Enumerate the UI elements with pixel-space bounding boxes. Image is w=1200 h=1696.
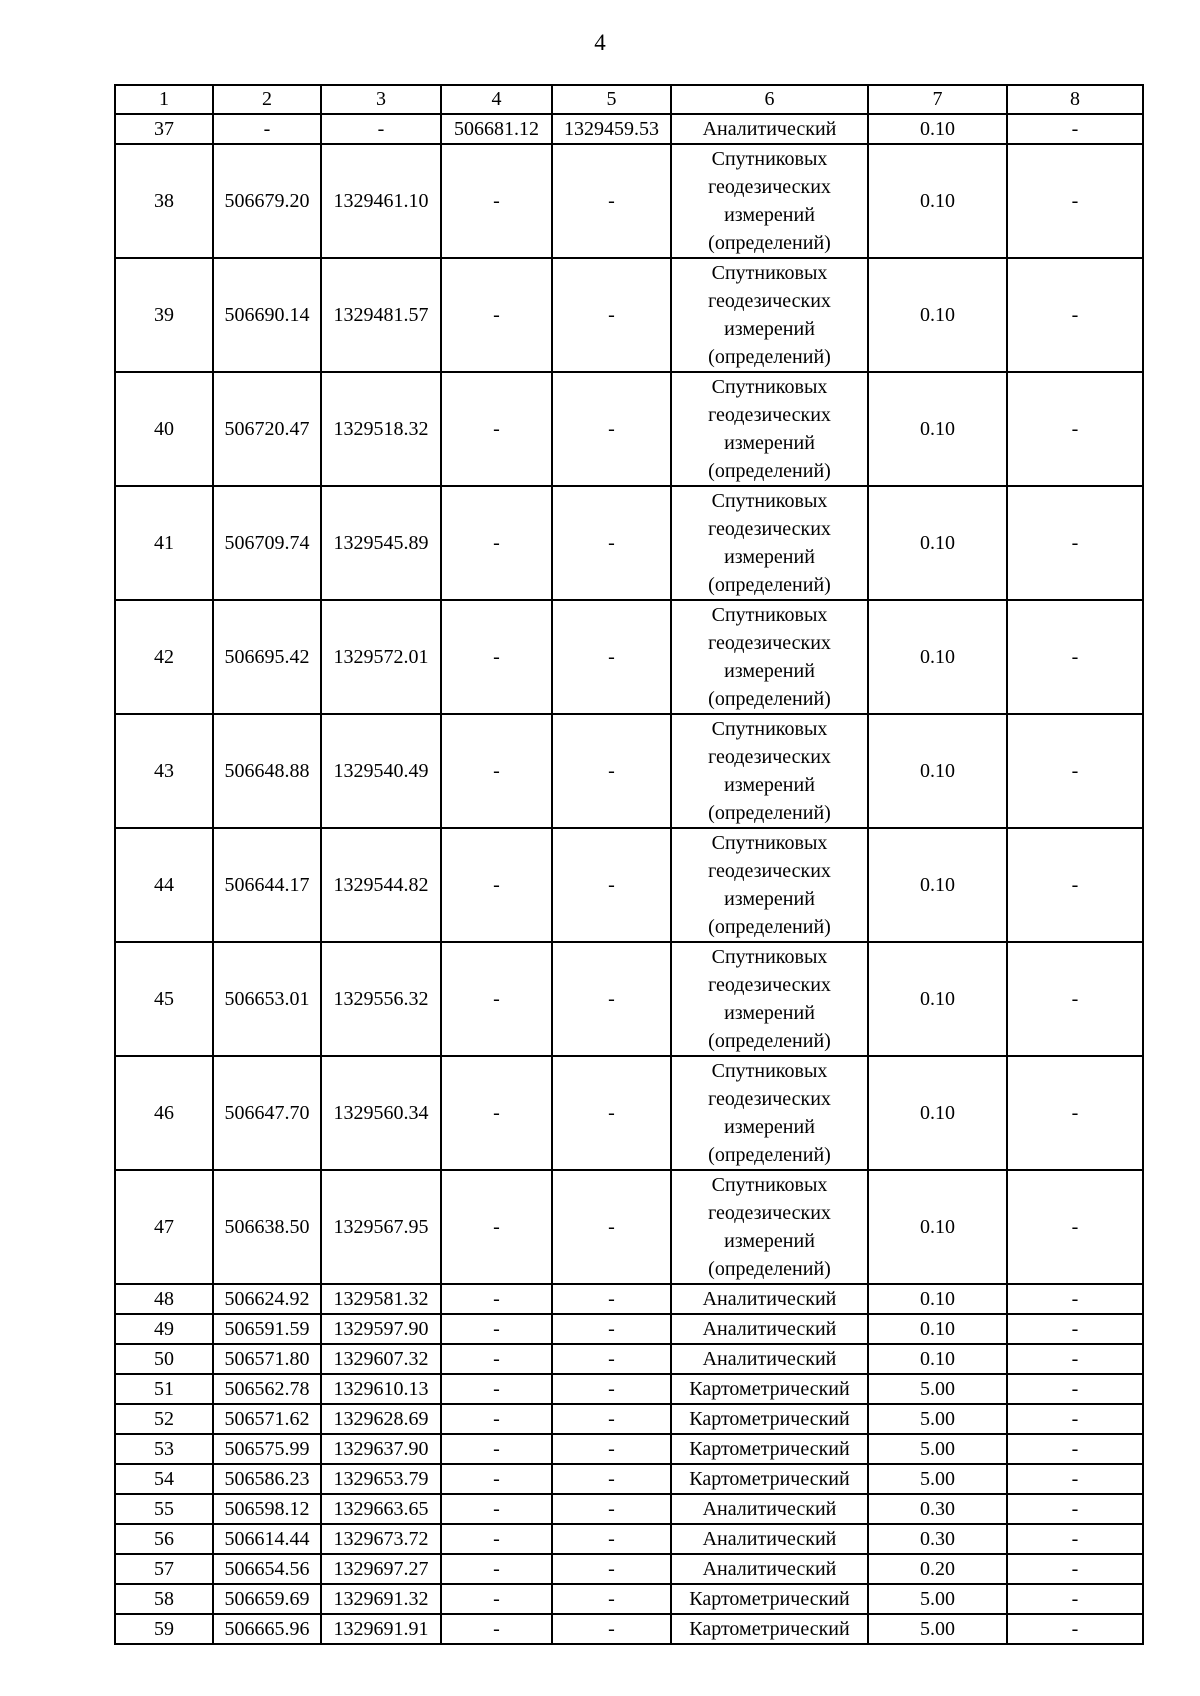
- accuracy-cell: 0.10: [868, 258, 1007, 372]
- y-coordinate-cell: 1329518.32: [321, 372, 441, 486]
- table-row: [115, 942, 1143, 1056]
- method-cell: Спутниковых геодезических измерений (определений): [671, 714, 868, 828]
- y-old-cell: -: [552, 1056, 671, 1170]
- x-old-cell: -: [441, 600, 552, 714]
- x-coordinate-cell: 506659.69: [213, 1584, 321, 1614]
- table-row: [115, 486, 1143, 600]
- point-number-cell: 56: [115, 1524, 213, 1554]
- note-cell: -: [1007, 1494, 1143, 1524]
- x-coordinate-cell: 506653.01: [213, 942, 321, 1056]
- point-number-cell: 53: [115, 1434, 213, 1464]
- table-row: [115, 372, 1143, 486]
- table-row: [115, 1344, 1143, 1374]
- x-coordinate-cell: 506575.99: [213, 1434, 321, 1464]
- method-cell: Спутниковых геодезических измерений (определений): [671, 258, 868, 372]
- y-coordinate-cell: 1329691.91: [321, 1614, 441, 1644]
- method-cell: Аналитический: [671, 114, 868, 144]
- x-old-cell: -: [441, 1374, 552, 1404]
- point-number-cell: 55: [115, 1494, 213, 1524]
- point-number-cell: 47: [115, 1170, 213, 1284]
- y-coordinate-cell: 1329581.32: [321, 1284, 441, 1314]
- column-header: 5: [552, 85, 671, 114]
- x-old-cell: -: [441, 1314, 552, 1344]
- y-old-cell: -: [552, 1404, 671, 1434]
- x-old-cell: -: [441, 1494, 552, 1524]
- x-coordinate-cell: 506720.47: [213, 372, 321, 486]
- x-coordinate-cell: 506644.17: [213, 828, 321, 942]
- x-coordinate-cell: -: [213, 114, 321, 144]
- point-number-cell: 39: [115, 258, 213, 372]
- table-row: [115, 1614, 1143, 1644]
- point-number-cell: 57: [115, 1554, 213, 1584]
- y-coordinate-cell: 1329637.90: [321, 1434, 441, 1464]
- x-old-cell: -: [441, 372, 552, 486]
- point-number-cell: 51: [115, 1374, 213, 1404]
- y-old-cell: -: [552, 1314, 671, 1344]
- table-row: [115, 1524, 1143, 1554]
- accuracy-cell: 0.10: [868, 486, 1007, 600]
- note-cell: -: [1007, 1584, 1143, 1614]
- y-old-cell: -: [552, 1344, 671, 1374]
- table-row: [115, 114, 1143, 144]
- x-coordinate-cell: 506665.96: [213, 1614, 321, 1644]
- y-coordinate-cell: -: [321, 114, 441, 144]
- x-coordinate-cell: 506690.14: [213, 258, 321, 372]
- point-number-cell: 42: [115, 600, 213, 714]
- x-old-cell: -: [441, 1404, 552, 1434]
- note-cell: -: [1007, 1284, 1143, 1314]
- y-old-cell: -: [552, 144, 671, 258]
- accuracy-cell: 5.00: [868, 1404, 1007, 1434]
- note-cell: -: [1007, 1344, 1143, 1374]
- table-row: [115, 828, 1143, 942]
- accuracy-cell: 0.10: [868, 1314, 1007, 1344]
- accuracy-cell: 5.00: [868, 1614, 1007, 1644]
- table-row: [115, 1056, 1143, 1170]
- y-coordinate-cell: 1329610.13: [321, 1374, 441, 1404]
- y-coordinate-cell: 1329628.69: [321, 1404, 441, 1434]
- x-coordinate-cell: 506638.50: [213, 1170, 321, 1284]
- y-old-cell: -: [552, 258, 671, 372]
- x-old-cell: -: [441, 1524, 552, 1554]
- y-old-cell: -: [552, 828, 671, 942]
- point-number-cell: 48: [115, 1284, 213, 1314]
- point-number-cell: 50: [115, 1344, 213, 1374]
- method-cell: Аналитический: [671, 1554, 868, 1584]
- accuracy-cell: 0.10: [868, 1170, 1007, 1284]
- note-cell: -: [1007, 486, 1143, 600]
- x-old-cell: -: [441, 258, 552, 372]
- method-cell: Картометрический: [671, 1374, 868, 1404]
- method-cell: Спутниковых геодезических измерений (определений): [671, 144, 868, 258]
- y-coordinate-cell: 1329461.10: [321, 144, 441, 258]
- table-row: [115, 1584, 1143, 1614]
- accuracy-cell: 0.10: [868, 114, 1007, 144]
- table-row: [115, 714, 1143, 828]
- point-number-cell: 59: [115, 1614, 213, 1644]
- table-row: [115, 1170, 1143, 1284]
- x-old-cell: -: [441, 1284, 552, 1314]
- table-row: [115, 144, 1143, 258]
- method-cell: Аналитический: [671, 1284, 868, 1314]
- point-number-cell: 54: [115, 1464, 213, 1494]
- table-row: [115, 1494, 1143, 1524]
- table-row: [115, 1284, 1143, 1314]
- x-coordinate-cell: 506648.88: [213, 714, 321, 828]
- x-coordinate-cell: 506598.12: [213, 1494, 321, 1524]
- y-old-cell: -: [552, 1434, 671, 1464]
- y-coordinate-cell: 1329545.89: [321, 486, 441, 600]
- y-old-cell: -: [552, 1554, 671, 1584]
- column-header: 2: [213, 85, 321, 114]
- point-number-cell: 41: [115, 486, 213, 600]
- method-cell: Спутниковых геодезических измерений (определений): [671, 828, 868, 942]
- x-coordinate-cell: 506614.44: [213, 1524, 321, 1554]
- accuracy-cell: 0.10: [868, 144, 1007, 258]
- x-coordinate-cell: 506624.92: [213, 1284, 321, 1314]
- y-coordinate-cell: 1329607.32: [321, 1344, 441, 1374]
- accuracy-cell: 0.10: [868, 714, 1007, 828]
- x-old-cell: -: [441, 1056, 552, 1170]
- x-coordinate-cell: 506562.78: [213, 1374, 321, 1404]
- point-number-cell: 45: [115, 942, 213, 1056]
- y-old-cell: -: [552, 1524, 671, 1554]
- column-header: 1: [115, 85, 213, 114]
- x-coordinate-cell: 506571.80: [213, 1344, 321, 1374]
- method-cell: Картометрический: [671, 1434, 868, 1464]
- note-cell: -: [1007, 1464, 1143, 1494]
- x-old-cell: -: [441, 828, 552, 942]
- column-header: 6: [671, 85, 868, 114]
- table-row: [115, 1464, 1143, 1494]
- accuracy-cell: 5.00: [868, 1434, 1007, 1464]
- accuracy-cell: 0.10: [868, 1056, 1007, 1170]
- x-old-cell: -: [441, 714, 552, 828]
- y-old-cell: -: [552, 1584, 671, 1614]
- note-cell: -: [1007, 1524, 1143, 1554]
- accuracy-cell: 0.10: [868, 1344, 1007, 1374]
- y-old-cell: -: [552, 1614, 671, 1644]
- x-old-cell: 506681.12: [441, 114, 552, 144]
- y-coordinate-cell: 1329481.57: [321, 258, 441, 372]
- method-cell: Картометрический: [671, 1584, 868, 1614]
- y-coordinate-cell: 1329544.82: [321, 828, 441, 942]
- table-row: [115, 1314, 1143, 1344]
- method-cell: Аналитический: [671, 1524, 868, 1554]
- accuracy-cell: 0.10: [868, 600, 1007, 714]
- note-cell: -: [1007, 372, 1143, 486]
- x-coordinate-cell: 506709.74: [213, 486, 321, 600]
- column-header: 3: [321, 85, 441, 114]
- y-coordinate-cell: 1329697.27: [321, 1554, 441, 1584]
- y-old-cell: -: [552, 1494, 671, 1524]
- method-cell: Спутниковых геодезических измерений (определений): [671, 600, 868, 714]
- point-number-cell: 44: [115, 828, 213, 942]
- x-coordinate-cell: 506571.62: [213, 1404, 321, 1434]
- column-header: 7: [868, 85, 1007, 114]
- note-cell: -: [1007, 1614, 1143, 1644]
- x-coordinate-cell: 506586.23: [213, 1464, 321, 1494]
- method-cell: Аналитический: [671, 1344, 868, 1374]
- x-old-cell: -: [441, 1464, 552, 1494]
- table-row: [115, 600, 1143, 714]
- y-old-cell: -: [552, 1464, 671, 1494]
- point-number-cell: 49: [115, 1314, 213, 1344]
- y-old-cell: -: [552, 1374, 671, 1404]
- y-coordinate-cell: 1329572.01: [321, 600, 441, 714]
- x-old-cell: -: [441, 144, 552, 258]
- method-cell: Картометрический: [671, 1464, 868, 1494]
- y-old-cell: -: [552, 372, 671, 486]
- accuracy-cell: 0.10: [868, 1284, 1007, 1314]
- y-old-cell: -: [552, 1284, 671, 1314]
- note-cell: -: [1007, 1314, 1143, 1344]
- accuracy-cell: 0.30: [868, 1524, 1007, 1554]
- header-row: [115, 85, 1143, 114]
- note-cell: -: [1007, 114, 1143, 144]
- point-number-cell: 46: [115, 1056, 213, 1170]
- note-cell: -: [1007, 714, 1143, 828]
- note-cell: -: [1007, 1434, 1143, 1464]
- method-cell: Картометрический: [671, 1404, 868, 1434]
- y-coordinate-cell: 1329663.65: [321, 1494, 441, 1524]
- y-coordinate-cell: 1329556.32: [321, 942, 441, 1056]
- method-cell: Аналитический: [671, 1314, 868, 1344]
- y-coordinate-cell: 1329540.49: [321, 714, 441, 828]
- method-cell: Спутниковых геодезических измерений (определений): [671, 486, 868, 600]
- x-coordinate-cell: 506591.59: [213, 1314, 321, 1344]
- note-cell: -: [1007, 600, 1143, 714]
- table-row: [115, 1374, 1143, 1404]
- accuracy-cell: 0.10: [868, 828, 1007, 942]
- accuracy-cell: 5.00: [868, 1374, 1007, 1404]
- point-number-cell: 58: [115, 1584, 213, 1614]
- coordinates-table: [114, 84, 1144, 1645]
- note-cell: -: [1007, 1056, 1143, 1170]
- point-number-cell: 37: [115, 114, 213, 144]
- note-cell: -: [1007, 942, 1143, 1056]
- x-old-cell: -: [441, 486, 552, 600]
- point-number-cell: 40: [115, 372, 213, 486]
- accuracy-cell: 0.10: [868, 942, 1007, 1056]
- y-old-cell: -: [552, 942, 671, 1056]
- x-old-cell: -: [441, 942, 552, 1056]
- table-row: [115, 1554, 1143, 1584]
- column-header: 4: [441, 85, 552, 114]
- accuracy-cell: 0.10: [868, 372, 1007, 486]
- table-row: [115, 258, 1143, 372]
- point-number-cell: 38: [115, 144, 213, 258]
- x-coordinate-cell: 506679.20: [213, 144, 321, 258]
- y-coordinate-cell: 1329673.72: [321, 1524, 441, 1554]
- method-cell: Спутниковых геодезических измерений (определений): [671, 1170, 868, 1284]
- x-coordinate-cell: 506654.56: [213, 1554, 321, 1584]
- table-row: [115, 1434, 1143, 1464]
- y-coordinate-cell: 1329597.90: [321, 1314, 441, 1344]
- note-cell: -: [1007, 1404, 1143, 1434]
- y-coordinate-cell: 1329653.79: [321, 1464, 441, 1494]
- method-cell: Спутниковых геодезических измерений (определений): [671, 372, 868, 486]
- y-old-cell: -: [552, 1170, 671, 1284]
- accuracy-cell: 5.00: [868, 1464, 1007, 1494]
- method-cell: Картометрический: [671, 1614, 868, 1644]
- x-old-cell: -: [441, 1170, 552, 1284]
- y-old-cell: -: [552, 486, 671, 600]
- x-old-cell: -: [441, 1554, 552, 1584]
- note-cell: -: [1007, 258, 1143, 372]
- note-cell: -: [1007, 1170, 1143, 1284]
- x-coordinate-cell: 506695.42: [213, 600, 321, 714]
- y-old-cell: -: [552, 714, 671, 828]
- method-cell: Аналитический: [671, 1494, 868, 1524]
- note-cell: -: [1007, 828, 1143, 942]
- note-cell: -: [1007, 144, 1143, 258]
- x-old-cell: -: [441, 1434, 552, 1464]
- accuracy-cell: 0.30: [868, 1494, 1007, 1524]
- method-cell: Спутниковых геодезических измерений (определений): [671, 942, 868, 1056]
- page-number: 4: [594, 30, 606, 55]
- x-coordinate-cell: 506647.70: [213, 1056, 321, 1170]
- y-coordinate-cell: 1329691.32: [321, 1584, 441, 1614]
- accuracy-cell: 0.20: [868, 1554, 1007, 1584]
- x-old-cell: -: [441, 1614, 552, 1644]
- point-number-cell: 52: [115, 1404, 213, 1434]
- note-cell: -: [1007, 1374, 1143, 1404]
- table-row: [115, 1404, 1143, 1434]
- x-old-cell: -: [441, 1344, 552, 1374]
- point-number-cell: 43: [115, 714, 213, 828]
- y-coordinate-cell: 1329560.34: [321, 1056, 441, 1170]
- note-cell: -: [1007, 1554, 1143, 1584]
- y-old-cell: -: [552, 600, 671, 714]
- column-header: 8: [1007, 85, 1143, 114]
- y-old-cell: 1329459.53: [552, 114, 671, 144]
- accuracy-cell: 5.00: [868, 1584, 1007, 1614]
- method-cell: Спутниковых геодезических измерений (определений): [671, 1056, 868, 1170]
- x-old-cell: -: [441, 1584, 552, 1614]
- y-coordinate-cell: 1329567.95: [321, 1170, 441, 1284]
